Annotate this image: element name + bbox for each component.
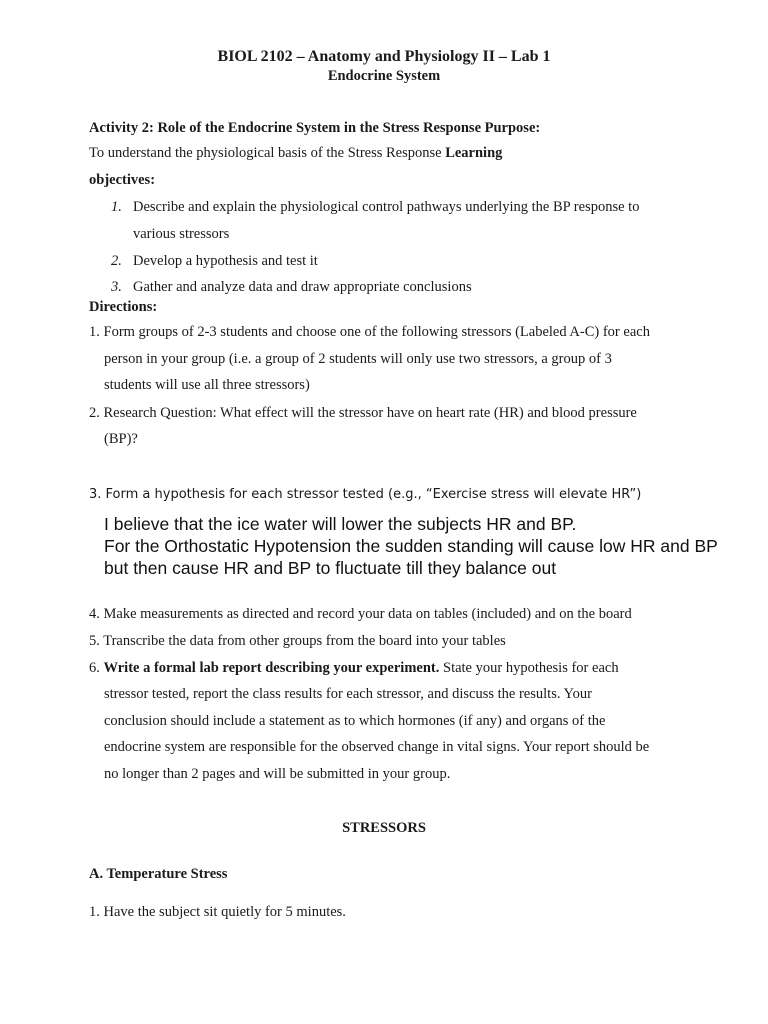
direction-line: (BP)?	[104, 431, 138, 447]
direction-line: 3. Form a hypothesis for each stressor tested (e.g., “Exercise stress will elevate HR”)	[89, 487, 642, 502]
direction-line: 1. Form groups of 2-3 students and choose one of the following stressors (Labeled A-C) for each	[89, 324, 650, 340]
activity-heading: Activity 2: Role of the Endocrine System in the Stress Response Purpose:	[89, 120, 541, 136]
objective-number: 2.	[111, 253, 122, 269]
objective-item	[111, 253, 318, 270]
purpose-text	[89, 145, 502, 162]
objective-text: Gather and analyze data and draw appropriate conclusions	[133, 279, 472, 295]
step-emphasis: Write a formal lab report describing your experiment.	[103, 660, 440, 676]
stressor-a-step: 1. Have the subject sit quietly for 5 minutes.	[89, 904, 346, 920]
direction-line: students will use all three stressors)	[104, 377, 310, 393]
direction-line: person in your group (i.e. a group of 2 students will only use two stressors, a group of 3	[104, 351, 612, 367]
objective-item	[111, 279, 472, 296]
objective-item	[111, 199, 639, 216]
answer-line: For the Orthostatic Hypotension the sudden standing will cause low HR and BP	[104, 536, 718, 556]
answer-line: I believe that the ice water will lower the subjects HR and BP.	[104, 514, 577, 534]
step-line: endocrine system are responsible for the observed change in vital signs. Your report should be	[104, 739, 650, 755]
step-text: State your hypothesis for each	[439, 660, 619, 676]
step-line: stressor tested, report the class results for each stressor, and discuss the results. Your	[104, 686, 592, 702]
stressors-heading: STRESSORS	[342, 820, 426, 836]
objective-number: 3.	[111, 279, 122, 295]
learning-label: Learning	[445, 145, 503, 161]
step-number: 6.	[89, 660, 104, 676]
step-line: 4. Make measurements as directed and record your data on tables (included) and on the board	[89, 606, 632, 622]
directions-label: Directions:	[89, 299, 158, 315]
step-line: 5. Transcribe the data from other groups from the board into your tables	[89, 633, 506, 649]
objective-text: Develop a hypothesis and test it	[133, 253, 318, 269]
objective-number: 1.	[111, 199, 122, 215]
document-subtitle: Endocrine System	[327, 68, 441, 84]
objective-text-cont: various stressors	[133, 226, 230, 242]
answer-line: but then cause HR and BP to fluctuate till they balance out	[104, 558, 557, 578]
step-6	[89, 660, 619, 677]
objectives-label: objectives:	[89, 172, 156, 188]
step-line: no longer than 2 pages and will be submitted in your group.	[104, 766, 451, 782]
purpose-body: To understand the physiological basis of the Stress Response	[89, 145, 446, 161]
objective-text: Describe and explain the physiological control pathways underlying the BP response to	[133, 199, 640, 215]
step-line: conclusion should include a statement as to which hormones (if any) and organs of the	[104, 713, 606, 729]
document-title: BIOL 2102 – Anatomy and Physiology II – Lab 1	[217, 48, 551, 65]
stressor-a-heading: A. Temperature Stress	[89, 866, 228, 882]
direction-line: 2. Research Question: What effect will the stressor have on heart rate (HR) and blood pressure	[89, 405, 637, 421]
